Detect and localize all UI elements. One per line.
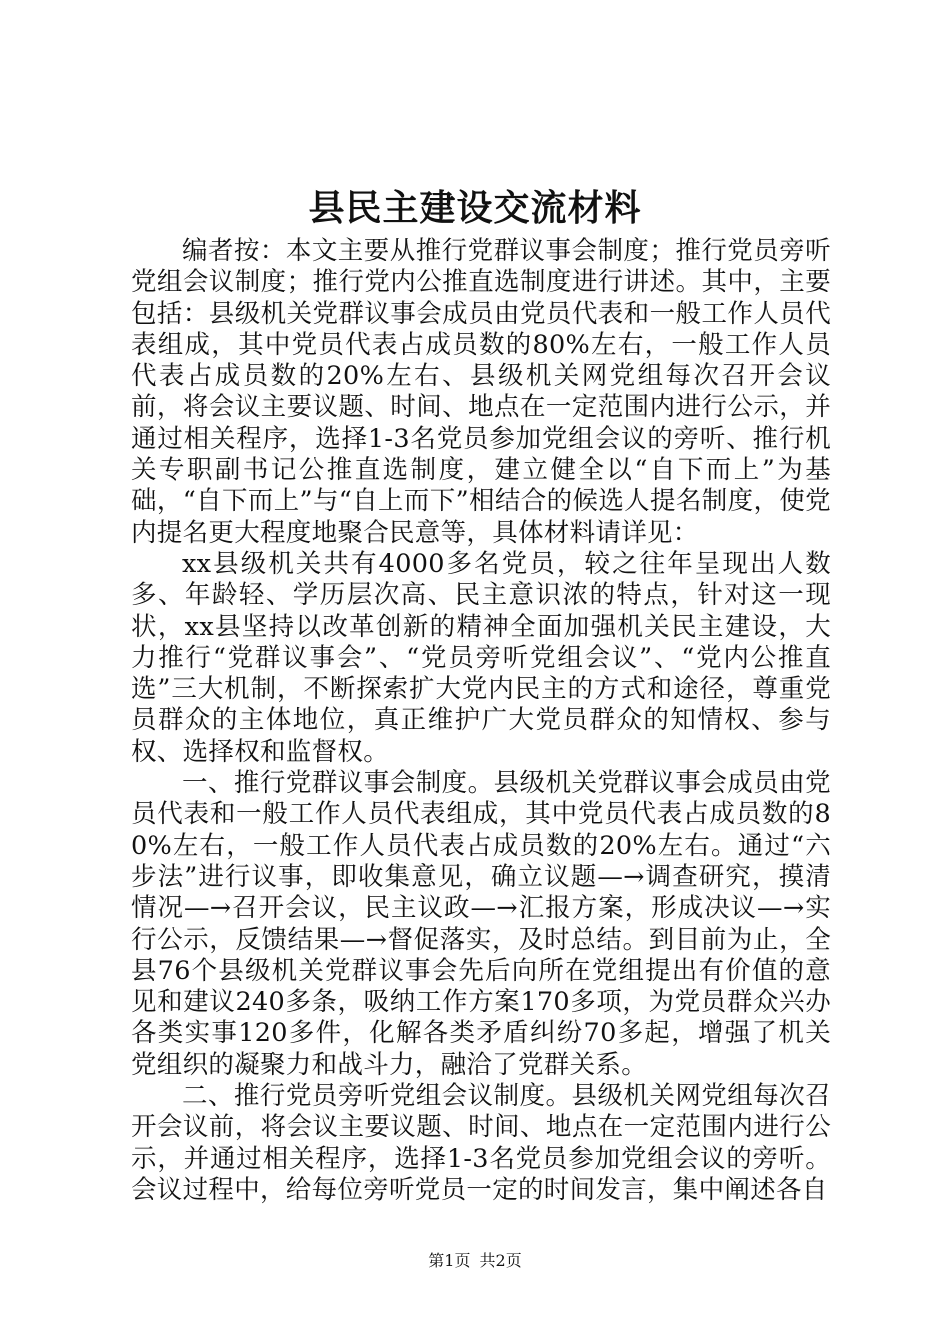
document-title: 县民主建设交流材料 [308,187,642,229]
editor-note-paragraph: 编者按：本文主要从推行党群议事会制度；推行党员旁听党组会议制度；推行党内公推直选制度进行讲述。其中，主要包括：县级机关党群议事会成员由党员代表和一般工作人员代表组成，其中党员代表占成员数的80%左右，一般工作人员代表占成员数的20%左右、县级机关网党组每次召开会议前，将会议主要议题、时间、地点在一定范围内进行公示，并通过相关程序，选择1-3名党员参加党组会议的旁听、推行机关专职副书记公推直选制度，建立健全以“自下而上”为基础，“自下而上”与“自上而下”相结合的候选人提名制度，使党内提名更大程度地聚合民意等，具体材料请详见： [131,236,831,548]
section-two-paragraph: 二、推行党员旁听党组会议制度。县级机关网党组每次召开会议前，将会议主要议题、时间、地点在一定范围内进行公示，并通过相关程序，选择1-3名党员参加党组会议的旁听。会议过程中，给每位旁听党员一定的时间发言，集中阐述各自 [131,1081,831,1205]
intro-paragraph: xx县级机关共有4000多名党员，较之往年呈现出人数多、年龄轻、学历层次高、民主意识浓的特点，针对这一现状，xx县坚持以改革创新的精神全面加强机关民主建设，大力推行“党群议事会”、“党员旁听党组会议”、“党内公推直选”三大机制，不断探索扩大党内民主的方式和途径，尊重党员群众的主体地位，真正维护广大党员群众的知情权、参与权、选择权和监督权。 [131,548,831,767]
section-one-paragraph: 一、推行党群议事会制度。县级机关党群议事会成员由党员代表和一般工作人员代表组成，其中党员代表占成员数的80%左右，一般工作人员代表占成员数的20%左右。通过“六步法”进行议事，即收集意见，确立议题—→调查研究，摸清情况—→召开会议，民主议政—→汇报方案，形成决议—→实行公示，反馈结果—→督促落实，及时总结。到目前为止，全县76个县级机关党群议事会先后向所在党组提出有价值的意见和建议240多条，吸纳工作方案170多项，为党员群众兴办各类实事120多件，化解各类矛盾纠纷70多起，增强了机关党组织的凝聚力和战斗力，融洽了党群关系。 [131,768,831,1080]
page-number: 第1页 [428,1251,471,1270]
document-body [131,236,831,1206]
page-footer [0,1250,950,1272]
page-total: 共2页 [479,1251,522,1270]
